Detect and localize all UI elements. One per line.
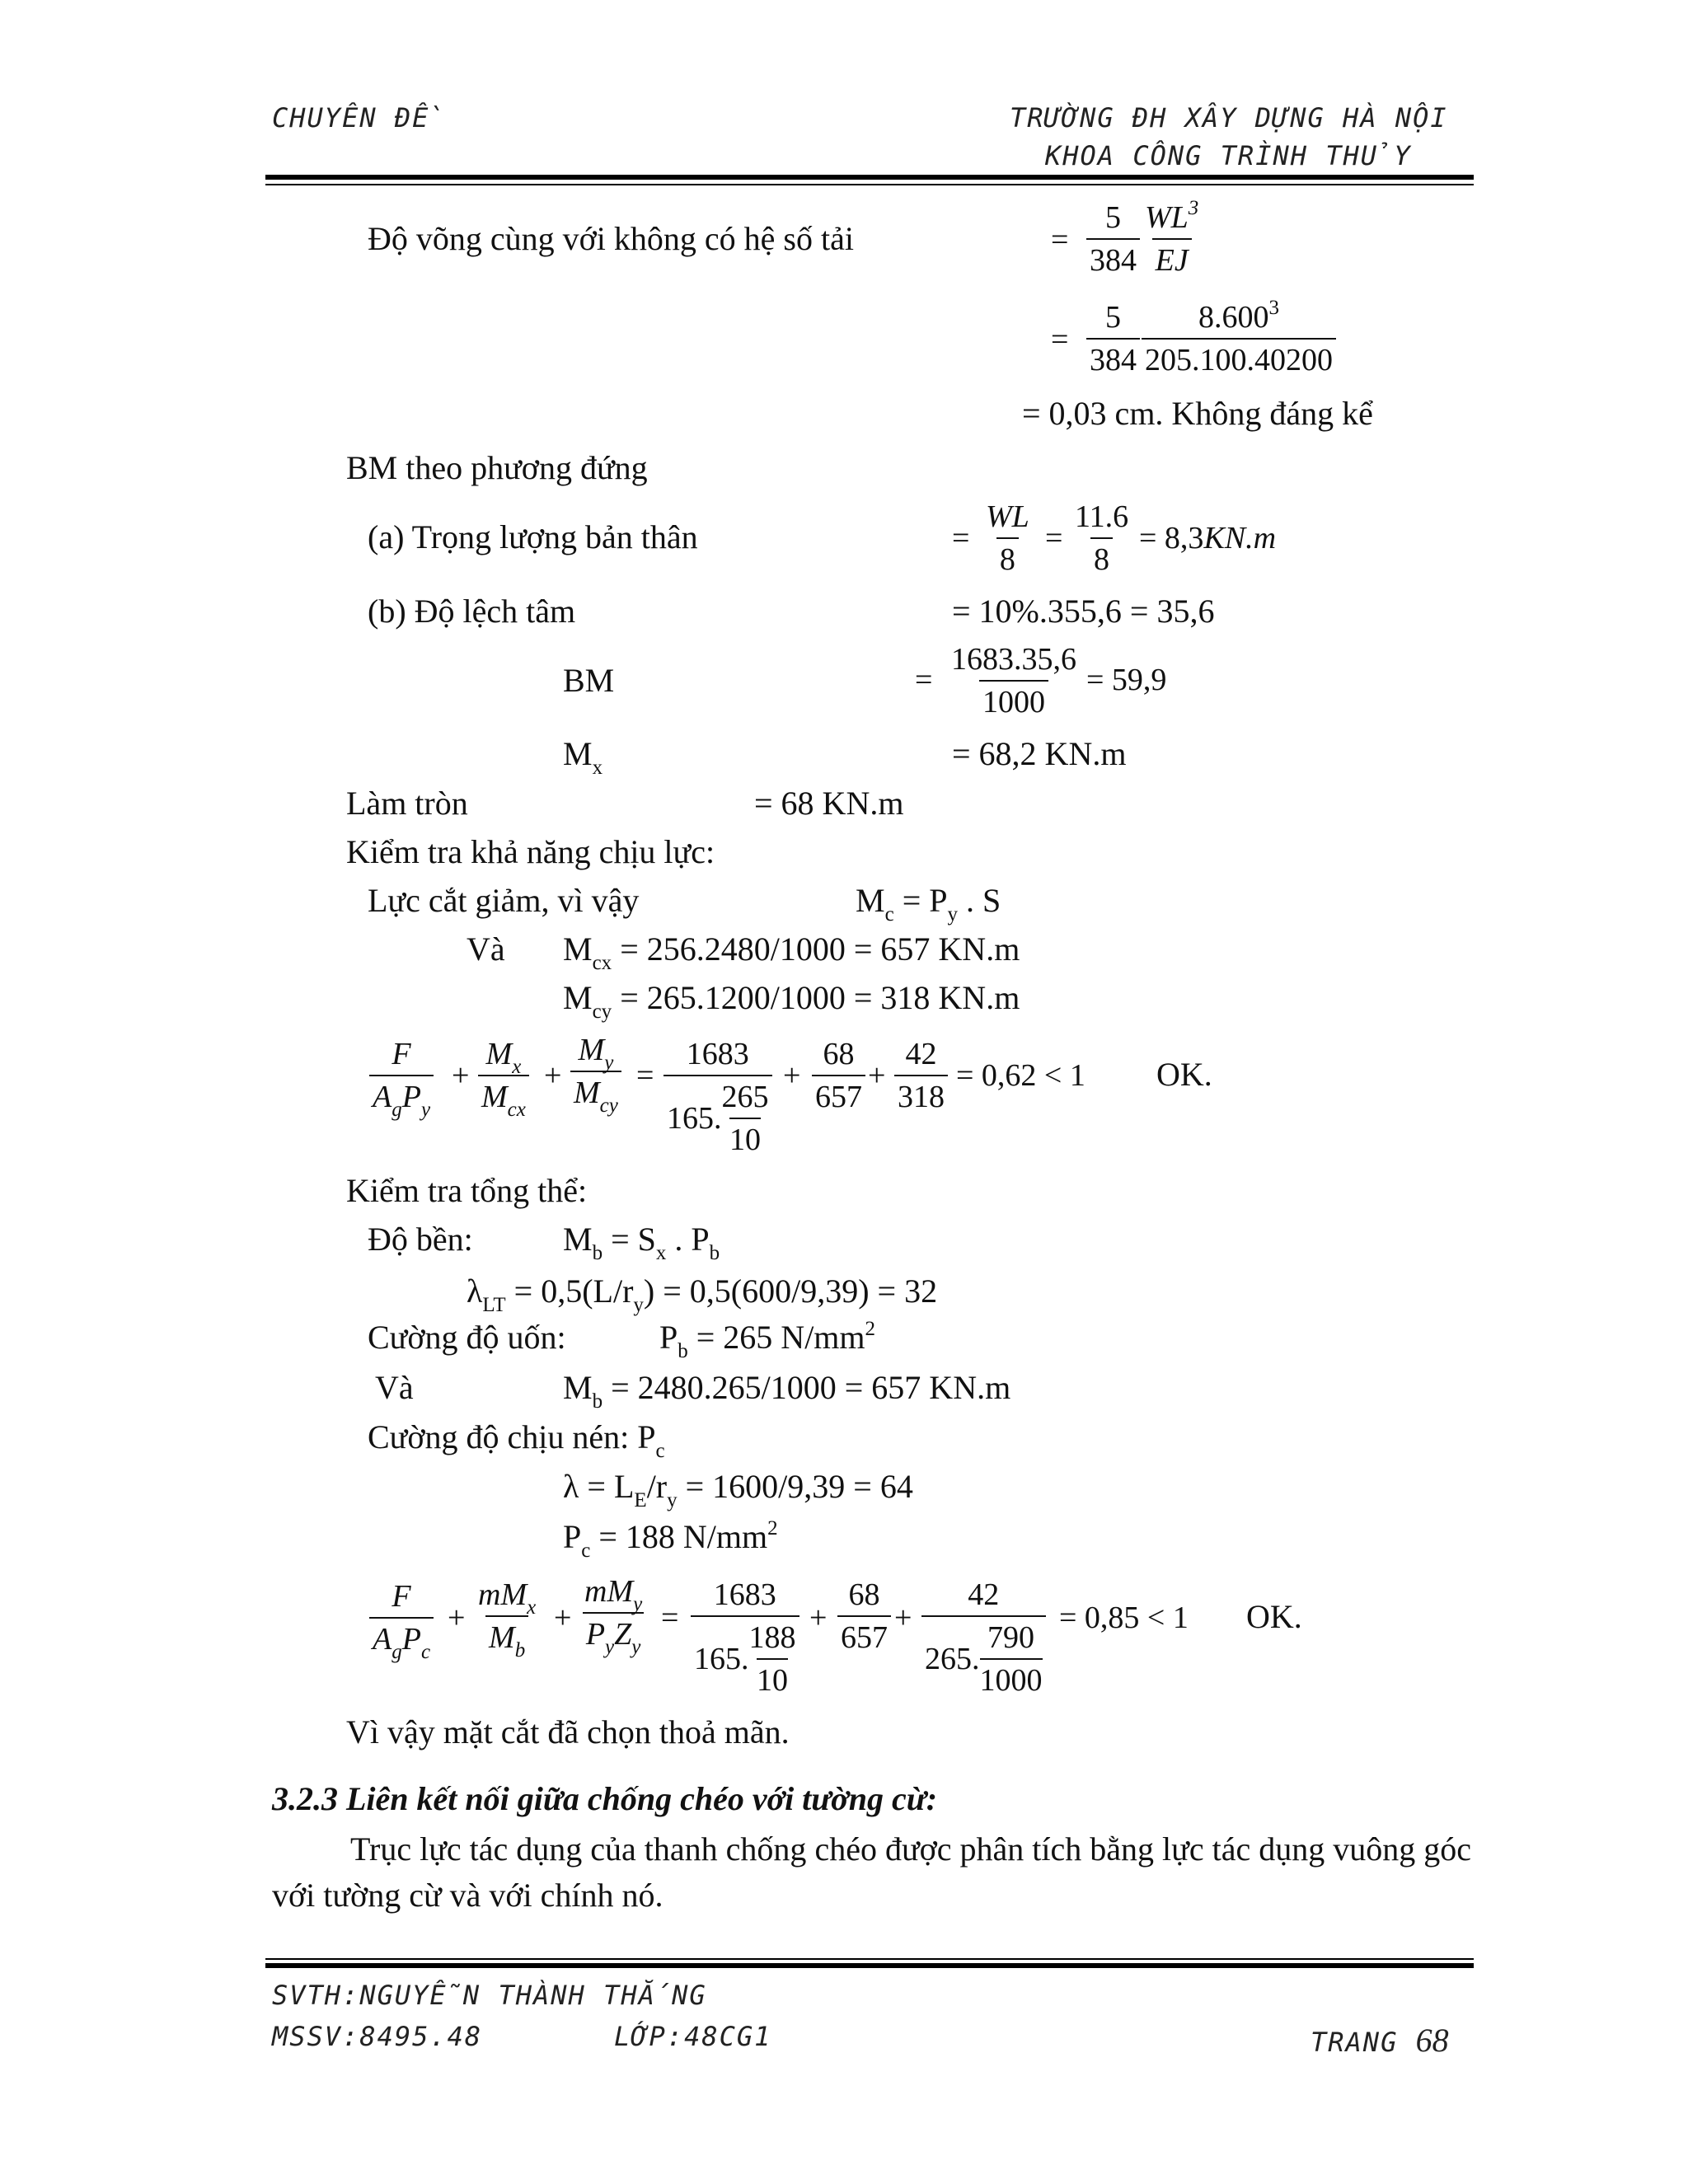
footer-page: TRANG 68 — [1311, 2022, 1449, 2059]
self-weight-label: (a) Trọng lượng bản thân — [368, 518, 698, 555]
footer-rule-thin — [265, 1958, 1474, 1960]
header-right-line1: TRƯỜNG ĐH XÂY DỰNG HÀ NỘI — [1010, 102, 1448, 134]
lambda-lt-formula: $\lambda_{LT} = 0,5(L/r_y) = 0,5(600/9,39) = 32$ — [467, 1272, 938, 1316]
pc-formula: $P_c = 188$ $N/mm^2$ — [563, 1517, 778, 1562]
header-right-line2: KHOA CÔNG TRÌNH THỦY — [1045, 140, 1412, 171]
pb-formula: $P_b = 265$ $N/mm^2$ — [659, 1318, 876, 1362]
fraction: 42 265. 790 1000 — [921, 1579, 1046, 1696]
plus-sign: + — [894, 1601, 912, 1635]
equals-sign: = — [952, 521, 970, 555]
plus-sign: + — [448, 1601, 466, 1635]
equals-sign: = — [1051, 223, 1069, 257]
fraction: $\frac{68}{657}$ — [812, 1038, 865, 1113]
ok-label: OK. — [1246, 1598, 1302, 1635]
fraction: $\frac{11.6}{8}$ — [1075, 499, 1129, 577]
self-weight-result: = 8,3KN.m — [1139, 521, 1277, 555]
plus-sign: + — [783, 1058, 801, 1093]
fraction: $\frac{WL}{8}$ — [986, 499, 1029, 577]
header-left: CHUYÊN ĐỀ — [272, 102, 446, 134]
bm-result: = 59,9 — [1086, 663, 1167, 697]
fraction: $mM_x$ $M_b$ — [478, 1577, 537, 1661]
mx-label: $M_x$ — [563, 735, 603, 779]
round-result: = 68 KN.m — [754, 785, 904, 822]
mc-formula: $M_c = P_y$ . S — [856, 882, 1001, 926]
fraction: $\frac{5}{384}$ — [1086, 202, 1140, 276]
fraction: $M_x$ $M_{cx}$ — [478, 1038, 529, 1113]
fraction: $\frac{42}{318}$ — [894, 1038, 948, 1113]
fraction: 1683 165. 265 10 — [663, 1038, 772, 1155]
header-rule-thin — [265, 184, 1474, 185]
strength-label: Độ bền: — [368, 1221, 473, 1258]
fraction: $\frac{68}{657}$ — [837, 1579, 891, 1653]
deflection-label: Độ võng cùng với không có hệ số tải — [368, 220, 854, 257]
ok-label: OK. — [1156, 1056, 1212, 1093]
equation-1-result: = 0,62 < 1 — [956, 1058, 1085, 1093]
plus-sign: + — [809, 1601, 828, 1635]
plus-sign: + — [554, 1601, 572, 1635]
equals-sign: = — [1051, 322, 1069, 357]
header-rule-thick — [265, 175, 1474, 180]
footer-mssv: MSSV:8495.48 — [272, 2021, 483, 2052]
and-label: Và — [467, 930, 505, 968]
bm-label: BM — [563, 662, 615, 699]
eccentricity-label: (b) Độ lệch tâm — [368, 593, 576, 630]
plus-sign: + — [544, 1058, 562, 1093]
fraction: $\frac{WL^3}{EJ}$ — [1145, 197, 1199, 278]
deflection-result: = 0,03 cm. Không đáng kể — [1022, 395, 1373, 432]
capacity-title: Kiểm tra khả năng chịu lực: — [346, 833, 715, 870]
equals-sign: = — [636, 1058, 654, 1093]
bending-strength-label: Cường độ uốn: — [368, 1319, 566, 1356]
and-label: Và — [375, 1369, 414, 1406]
compressive-strength-label: Cường độ chịu nén: $P_c$ — [368, 1418, 665, 1462]
fraction: $M_y$ $M_{cy}$ — [570, 1034, 621, 1108]
eccentricity-result: = 10%.355,6 = 35,6 — [952, 593, 1215, 630]
shear-label: Lực cắt giảm, vì vậy — [368, 882, 640, 919]
section-paragraph: Trục lực tác dụng của thanh chống chéo được phân tích bằng lực tác dụng vuông góc với tường cừ và với chính nó. — [272, 1830, 1471, 1914]
equation-2-result: = 0,85 < 1 — [1059, 1601, 1189, 1635]
plus-sign: + — [868, 1058, 886, 1093]
equals-sign: = — [661, 1601, 679, 1635]
overall-title: Kiểm tra tổng thể: — [346, 1172, 588, 1209]
conclusion-text: Vì vậy mặt cắt đã chọn thoả mãn. — [346, 1713, 790, 1750]
equals-sign: = — [1045, 521, 1063, 555]
equals-sign: = — [915, 663, 933, 697]
footer-student: SVTH:NGUYỄN THÀNH THẮNG — [272, 1980, 707, 2011]
section-heading: 3.2.3 Liên kết nối giữa chống chéo với tường cừ: — [272, 1780, 938, 1817]
mcx-formula: $M_{cx} = 256.2480/1000 = 657$ KN.m — [563, 930, 1020, 974]
footer-rule-thick — [265, 1963, 1474, 1968]
round-label: Làm tròn — [346, 785, 468, 822]
fraction: $\frac{8.600^3}{205.100.40200}$ — [1142, 302, 1336, 376]
fraction: $\frac{5}{384}$ — [1086, 302, 1140, 376]
mx-result: = 68,2 KN.m — [952, 735, 1127, 772]
footer-class: LỚP:48CG1 — [614, 2021, 772, 2052]
fraction: F $A_gP_y$ — [369, 1038, 434, 1113]
lambda-formula: $\lambda = L_E/r_y = 1600/9,39 = 64$ — [563, 1468, 913, 1511]
mb2-formula: $M_b = 2480.265/1000 = 657$ KN.m — [563, 1369, 1011, 1413]
mb-formula: $M_b = S_x$ . $P_b$ — [563, 1221, 720, 1264]
fraction: 1683 165. 188 10 — [691, 1579, 799, 1696]
fraction: F $A_gP_c$ — [369, 1581, 434, 1655]
fraction: $\frac{1683.35,6}{1000}$ — [951, 642, 1076, 719]
mcy-formula: $M_{cy} = 265.1200/1000 = 318$ KN.m — [563, 979, 1020, 1023]
fraction: $mM_y$ $P_yZ_y$ — [581, 1576, 645, 1650]
bm-vertical-title: BM theo phương đứng — [346, 449, 648, 486]
plus-sign: + — [452, 1058, 470, 1093]
